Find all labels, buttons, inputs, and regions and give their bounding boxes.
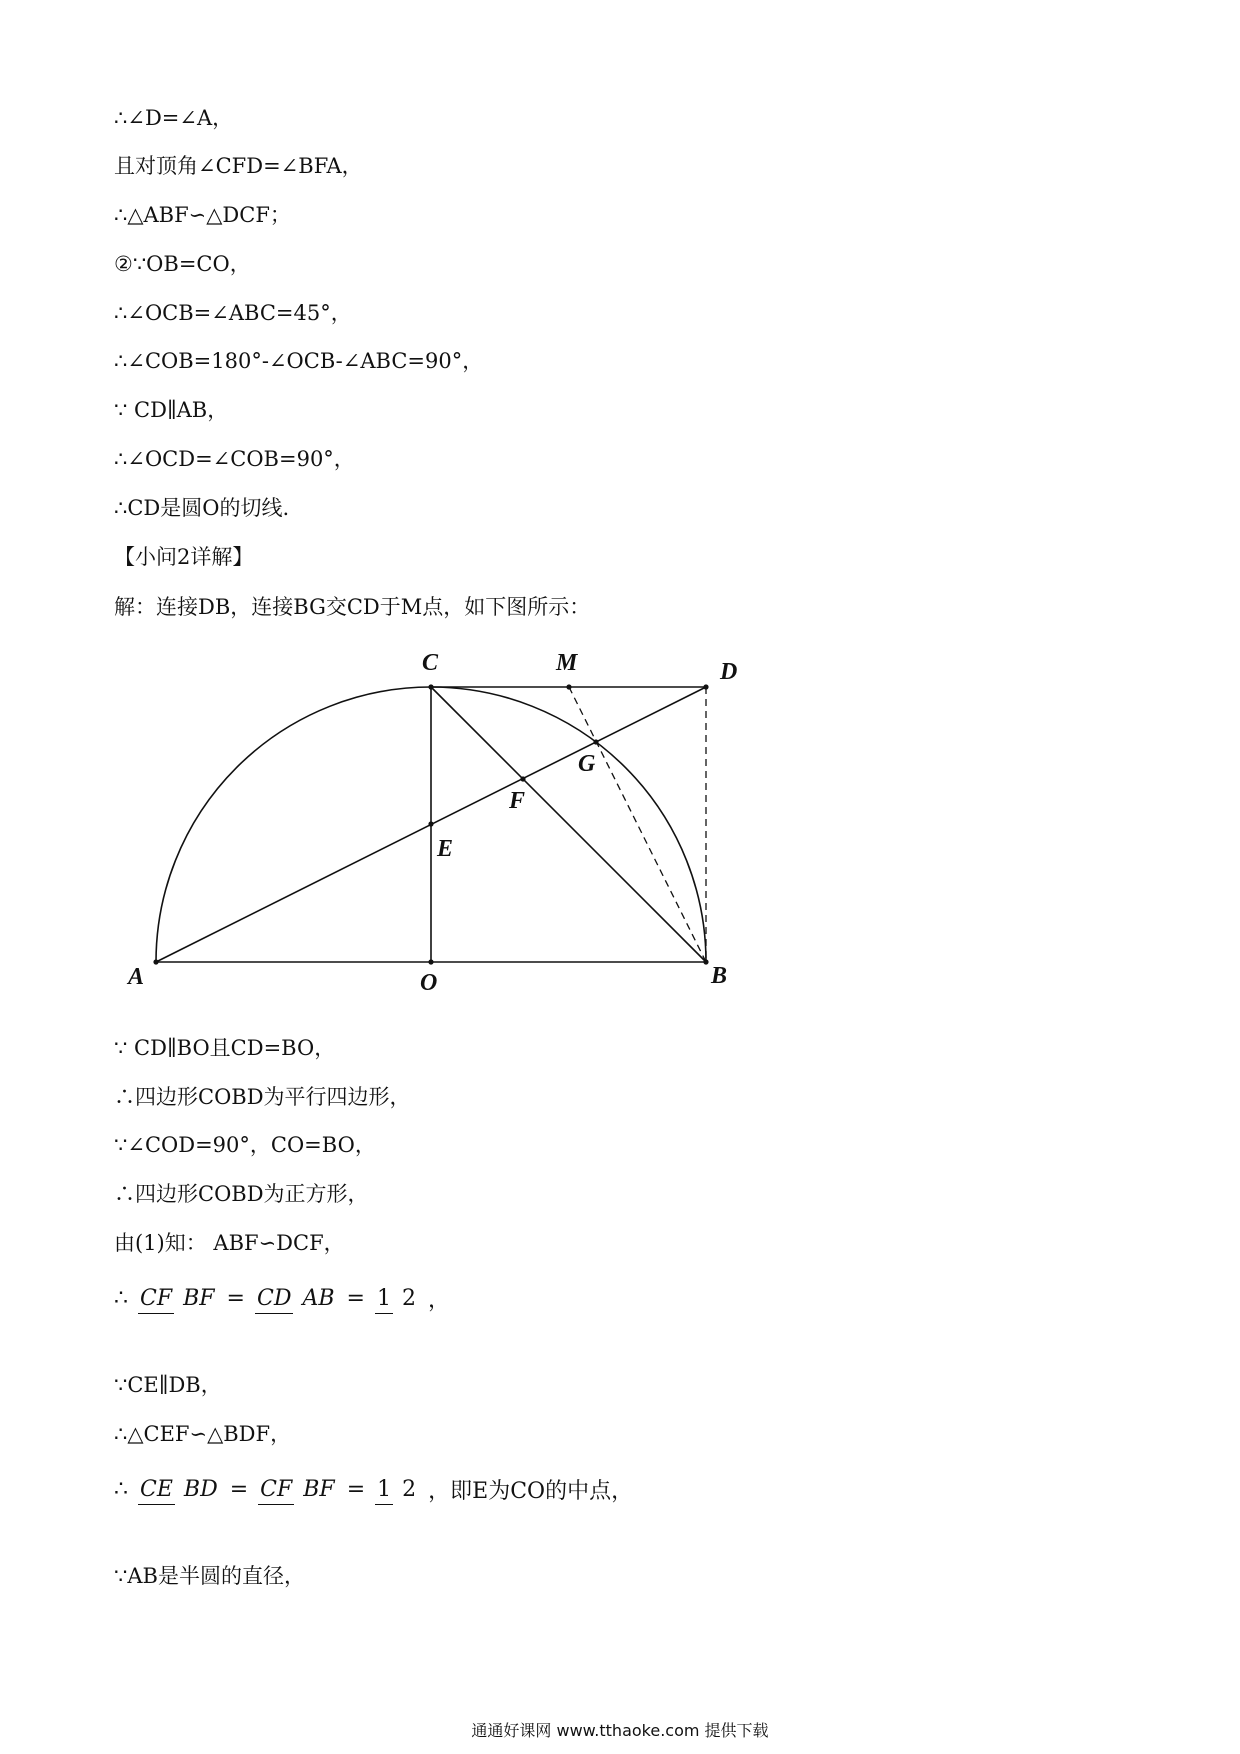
- point-d: [703, 684, 708, 689]
- numerator: CD: [255, 1286, 293, 1314]
- text-line: ∴∠OCB=∠ABC=45°，: [114, 301, 352, 325]
- point-m: [566, 684, 571, 689]
- fraction: [255, 1286, 337, 1311]
- label-c: C: [422, 650, 439, 676]
- point-c: [428, 684, 433, 689]
- fraction-equation: [114, 1283, 450, 1314]
- text-line: ∵ CD∥AB，: [114, 398, 229, 422]
- segment-mb-dashed: [569, 687, 706, 962]
- text-line: ∴∠OCD=∠COB=90°，: [114, 447, 355, 471]
- text-line: ∴△ABF∽△DCF；: [114, 203, 291, 227]
- numerator: 1: [375, 1286, 393, 1314]
- fraction: [138, 1286, 217, 1311]
- therefore-symbol: ∴: [114, 1477, 128, 1502]
- fraction: [375, 1477, 418, 1502]
- geometry-figure: [114, 640, 754, 1010]
- text-line: 由(1)知： ABF∽DCF，: [114, 1231, 345, 1255]
- text-line: ∴CD是圆O的切线.: [114, 496, 290, 520]
- label-a: A: [128, 964, 145, 990]
- text-line: ∴△CEF∽△BDF，: [114, 1422, 292, 1446]
- footer-watermark: 通通好课网 www.tthaoke.com 提供下载: [471, 1721, 769, 1740]
- equals-sign: =: [229, 1477, 249, 1502]
- numerator: 1: [375, 1477, 393, 1505]
- segment-cb: [431, 687, 706, 962]
- text-line: ∴∠COB=180°-∠OCB-∠ABC=90°，: [114, 349, 484, 373]
- denominator: BF: [183, 1286, 215, 1311]
- label-m: M: [556, 650, 578, 676]
- text-line: ②∵OB=CO，: [114, 252, 251, 276]
- text-line: ∵AB是半圆的直径，: [114, 1564, 305, 1588]
- text-line: 且对顶角∠CFD=∠BFA，: [114, 154, 363, 178]
- label-o: O: [420, 970, 438, 996]
- label-b: B: [711, 963, 728, 989]
- numerator: CF: [258, 1477, 294, 1505]
- label-d: D: [720, 659, 738, 685]
- text-line: ∵∠COD=90°，CO=BO，: [114, 1133, 376, 1157]
- equals-sign: =: [346, 1477, 366, 1502]
- point-g: [593, 739, 598, 744]
- fraction: [375, 1286, 418, 1311]
- fraction: [258, 1477, 337, 1502]
- text-line: ∴∠D=∠A，: [114, 106, 234, 130]
- text-line: ∵CE∥DB，: [114, 1373, 222, 1397]
- point-o: [428, 959, 433, 964]
- point-f: [520, 776, 525, 781]
- section-heading: 【小问2详解】: [114, 545, 254, 569]
- label-e: E: [437, 836, 454, 862]
- point-a: [153, 959, 158, 964]
- equals-sign: =: [226, 1286, 245, 1311]
- punctuation: ，: [427, 1288, 450, 1313]
- denominator: AB: [302, 1286, 335, 1311]
- denominator: BF: [303, 1477, 335, 1502]
- point-e: [428, 821, 433, 826]
- conclusion-text: ，即E为CO的中点，: [428, 1479, 634, 1504]
- text-line: ∴四边形COBD为平行四边形，: [114, 1085, 411, 1109]
- text-line: ∴四边形COBD为正方形，: [114, 1182, 369, 1206]
- point-b: [703, 959, 708, 964]
- label-g: G: [578, 751, 596, 777]
- numerator: CF: [138, 1286, 174, 1314]
- numerator: CE: [138, 1477, 175, 1505]
- denominator: 2: [401, 1286, 416, 1311]
- denominator: BD: [183, 1477, 218, 1502]
- therefore-symbol: ∴: [114, 1286, 128, 1311]
- fraction-equation: [114, 1474, 633, 1505]
- fraction: [138, 1477, 220, 1502]
- label-f: F: [509, 788, 526, 814]
- denominator: 2: [402, 1477, 417, 1502]
- text-line: ∵ CD∥BO且CD=BO，: [114, 1036, 336, 1060]
- text-line: 解：连接DB，连接BG交CD于M点，如下图所示：: [114, 595, 591, 619]
- equals-sign: =: [346, 1286, 365, 1311]
